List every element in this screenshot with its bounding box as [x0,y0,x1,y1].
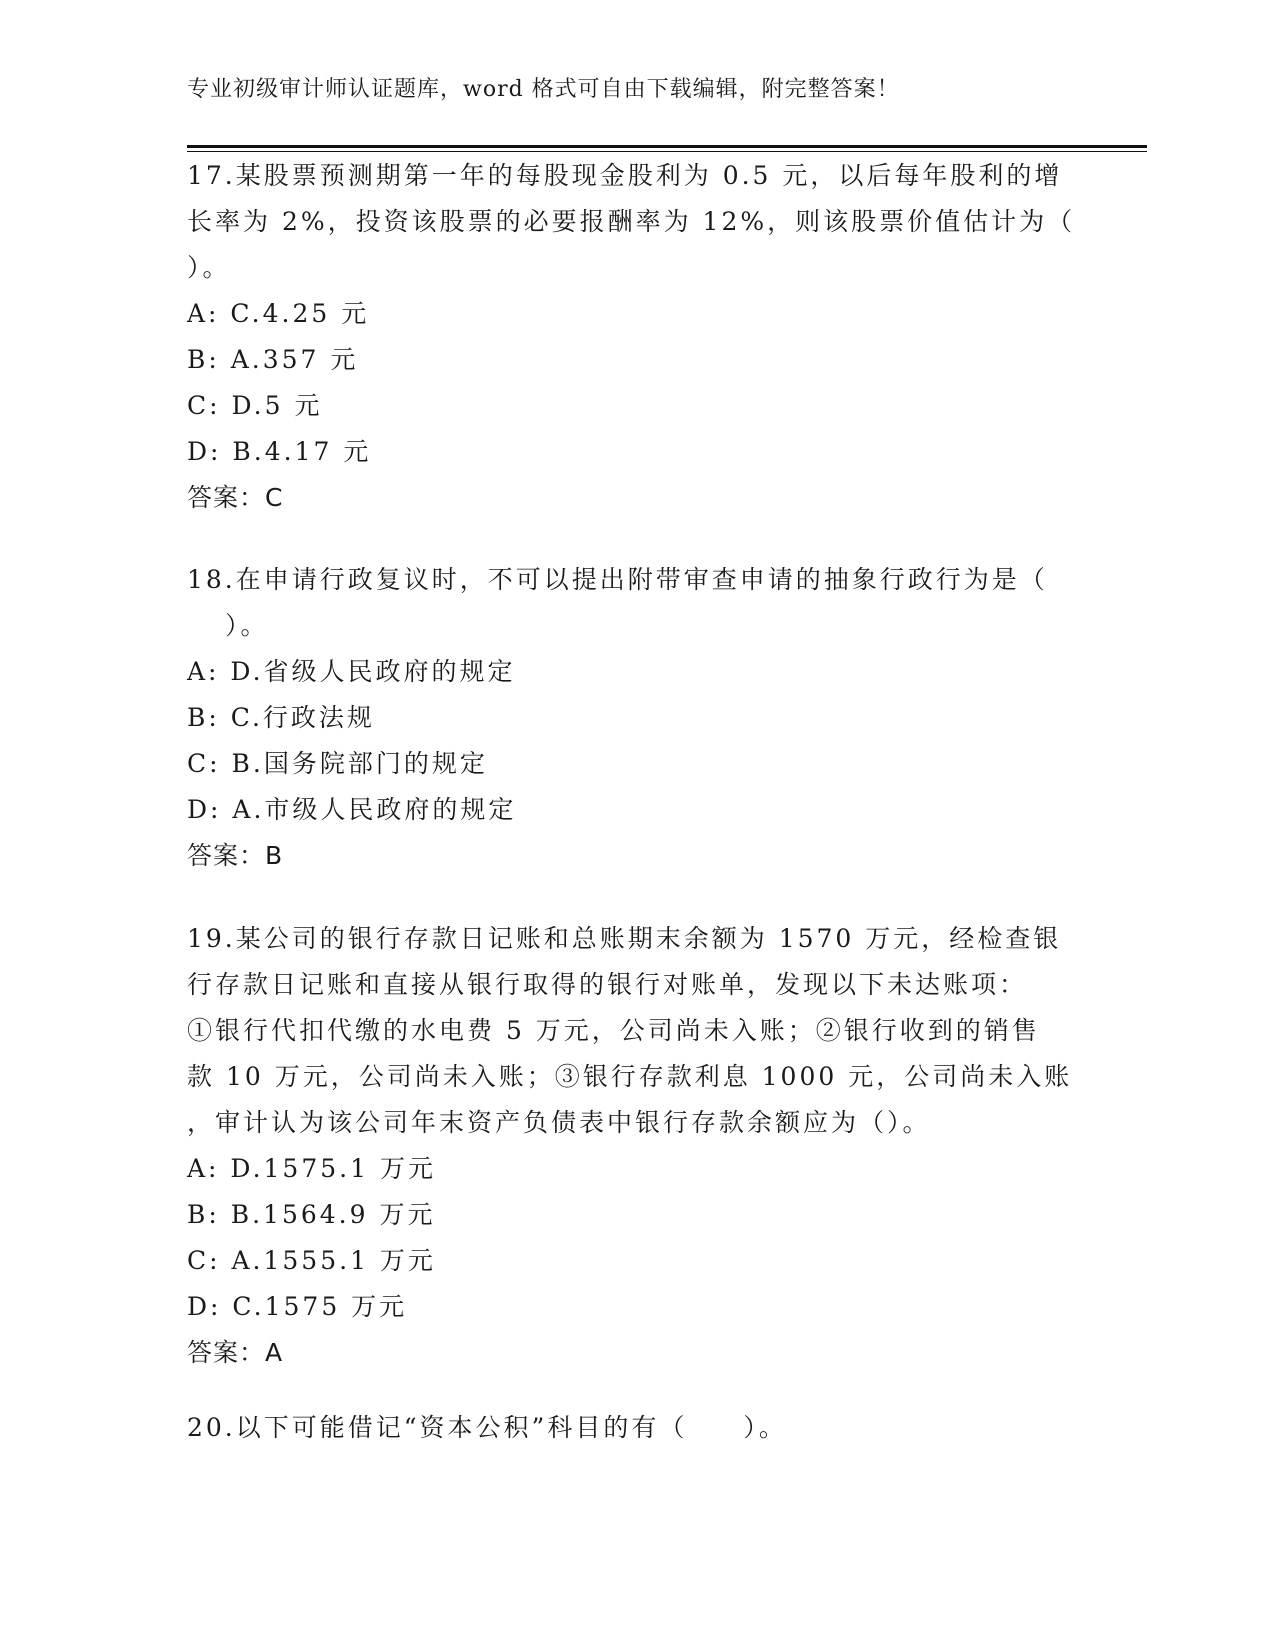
question-stem-line: ）。 [187,253,231,282]
option-d: D: A.市级人民政府的规定 [187,795,517,824]
question-stem-line: 20.以下可能借记“资本公积”科目的有（ ）。 [187,1413,787,1442]
question-stem-line: ）。 [225,611,269,640]
option-c: C: B.国务院部门的规定 [187,749,488,778]
answer-line: 答案：B [187,841,284,870]
option-b: B: C.行政法规 [187,703,375,732]
option-b: B: A.357 元 [187,345,359,374]
option-a: A: D.省级人民政府的规定 [187,657,516,686]
question-20 [187,1405,1077,1451]
option-b: B: B.1564.9 万元 [187,1200,436,1229]
answer-line: 答案：C [187,483,284,512]
question-18 [187,557,1077,879]
question-stem-line: ，审计认为该公司年末资产负债表中银行存款余额应为（）。 [187,1108,931,1137]
option-c: C: A.1555.1 万元 [187,1246,436,1275]
option-a: A: C.4.25 元 [187,299,370,328]
question-stem-line: 款 10 万元，公司尚未入账；③银行存款利息 1000 元，公司尚未入账 [187,1062,1073,1091]
answer-line: 答案：A [187,1338,284,1367]
page-header: 专业初级审计师认证题库，word 格式可自由下载编辑，附完整答案！ [187,77,900,102]
question-stem-line: 18.在申请行政复议时，不可以提出附带审查申请的抽象行政行为是（ [187,565,1048,594]
option-a: A: D.1575.1 万元 [187,1154,436,1183]
header-rule-thick [187,145,1147,148]
option-c: C: D.5 元 [187,391,323,420]
question-stem-line: 19.某公司的银行存款日记账和总账期末余额为 1570 万元，经检查银 [187,924,1062,953]
question-stem-line: ①银行代扣代缴的水电费 5 万元，公司尚未入账；②银行收到的销售 [187,1016,1040,1045]
question-stem-line: 长率为 2%，投资该股票的必要报酬率为 12%，则该股票价值估计为（ [187,207,1076,236]
option-d: D: C.1575 万元 [187,1292,408,1321]
question-19 [187,916,1077,1376]
option-d: D: B.4.17 元 [187,437,372,466]
question-stem-line: 17.某股票预测期第一年的每股现金股利为 0.5 元，以后每年股利的增 [187,161,1063,190]
question-stem-line: 行存款日记账和直接从银行取得的银行对账单，发现以下未达账项： [187,970,1028,999]
header-rule-thin [187,151,1147,152]
question-17 [187,153,1077,521]
